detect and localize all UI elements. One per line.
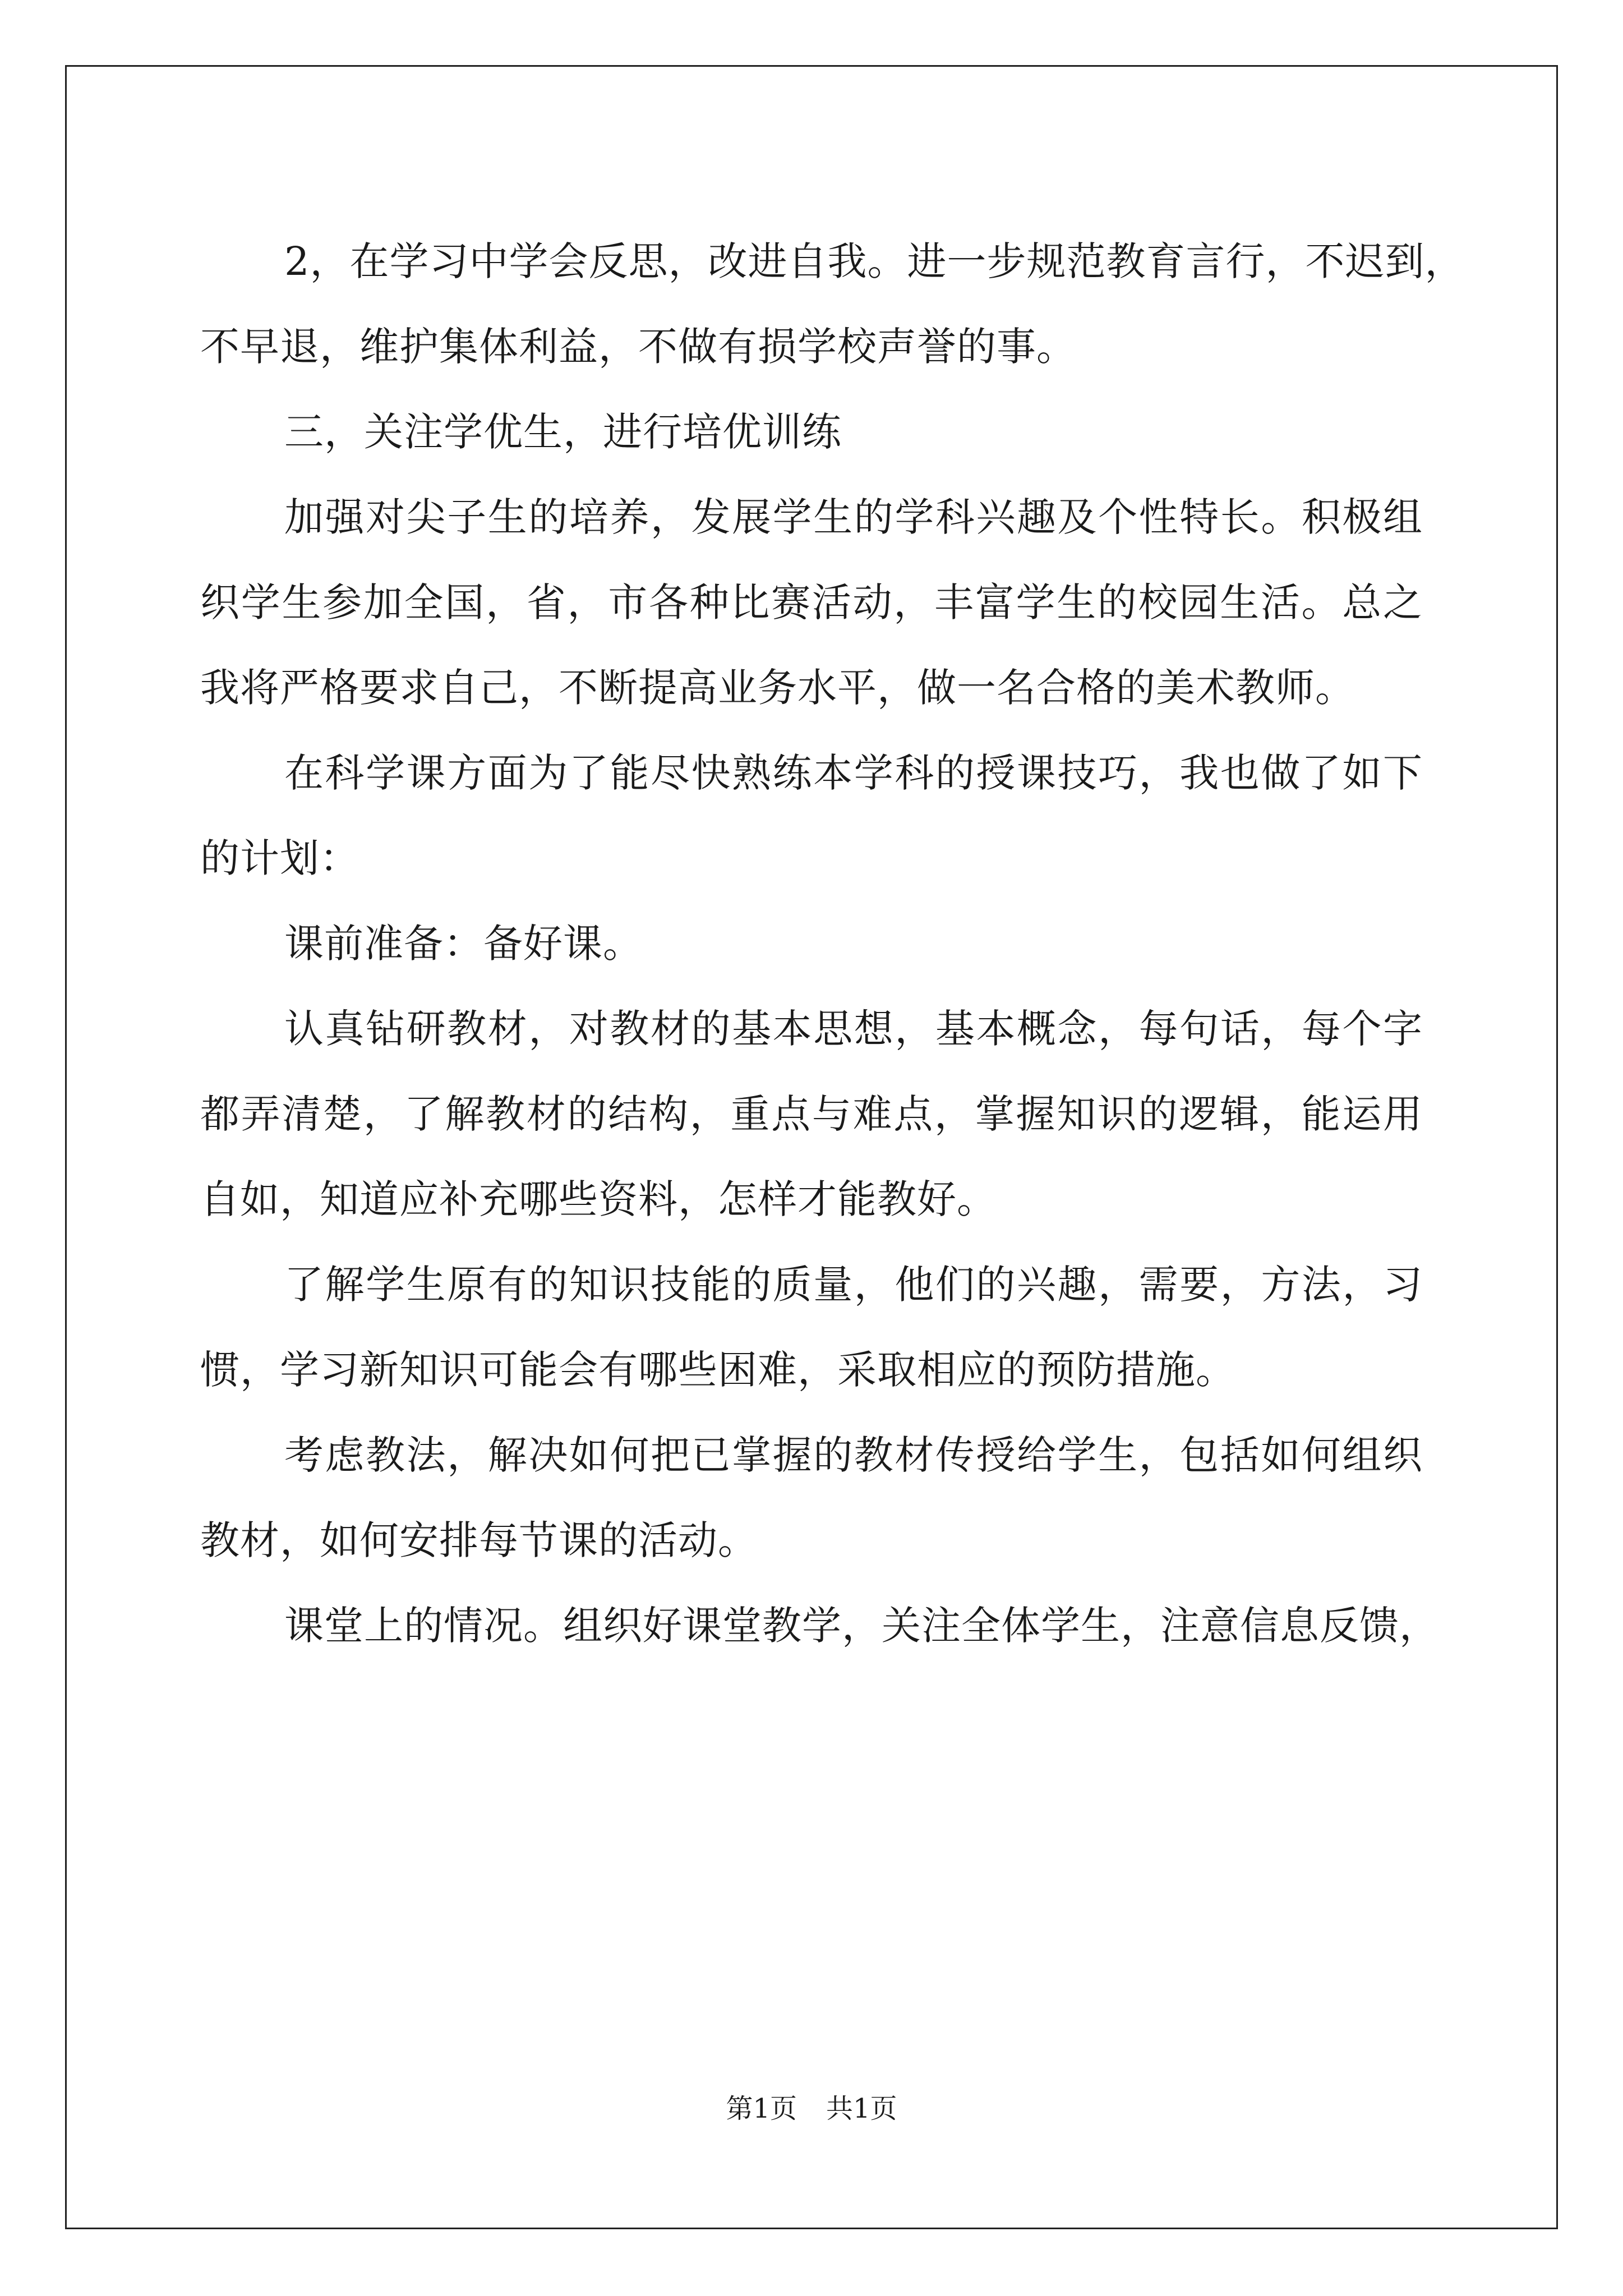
- text-line: 加强对尖子生的培养，发展学生的学科兴趣及个性特长。积极组: [284, 494, 1423, 540]
- text-line: 考虑教法，解决如何把已掌握的教材传授给学生，包括如何组织: [284, 1432, 1423, 1478]
- page-number-current: 第1页: [726, 2093, 797, 2124]
- text-line: 了解学生原有的知识技能的质量，他们的兴趣，需要，方法，习: [284, 1262, 1423, 1308]
- page-footer: [0, 2092, 1623, 2125]
- text-line: 教材，如何安排每节课的活动。: [200, 1517, 758, 1563]
- text-line: 都弄清楚，了解教材的结构，重点与难点，掌握知识的逻辑，能运用: [200, 1091, 1423, 1137]
- text-line: 我将严格要求自己，不断提高业务水平，做一名合格的美术教师。: [200, 665, 1355, 711]
- text-line: 2，在学习中学会反思，改进自我。进一步规范教育言行，不迟到，: [284, 238, 1465, 284]
- text-line: 织学生参加全国，省，市各种比赛活动，丰富学生的校园生活。总之: [200, 579, 1423, 625]
- text-line: 课堂上的情况。组织好课堂教学，关注全体学生，注意信息反馈，: [284, 1603, 1439, 1649]
- page-number-total: 共1页: [826, 2093, 897, 2124]
- text-line: 自如，知道应补充哪些资料，怎样才能教好。: [200, 1176, 997, 1222]
- text-line: 在科学课方面为了能尽快熟练本学科的授课技巧，我也做了如下: [284, 750, 1423, 796]
- document-body: [200, 219, 1465, 1668]
- text-line: 的计划：: [200, 835, 359, 881]
- text-line: 惯，学习新知识可能会有哪些困难，采取相应的预防措施。: [200, 1347, 1235, 1393]
- text-line: 认真钻研教材，对教材的基本思想，基本概念，每句话，每个字: [284, 1006, 1423, 1052]
- text-line: 课前准备：备好课。: [284, 921, 643, 967]
- section-heading: 三，关注学优生，进行培优训练: [284, 409, 842, 455]
- text-line: 不早退，维护集体利益，不做有损学校声誉的事。: [200, 324, 1076, 370]
